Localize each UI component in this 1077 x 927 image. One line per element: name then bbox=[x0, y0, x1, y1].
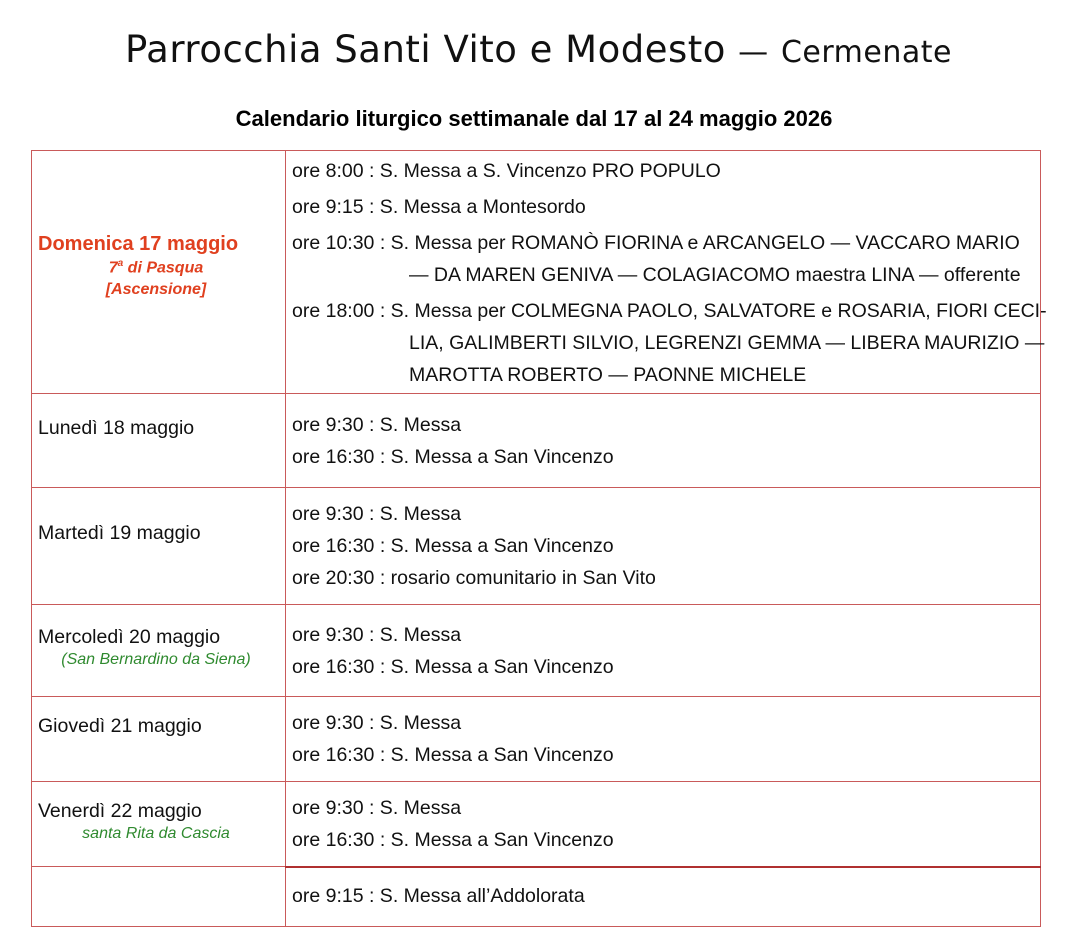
masses-cell bbox=[286, 394, 1041, 488]
day-cell bbox=[32, 782, 286, 867]
parish-title bbox=[0, 28, 1077, 71]
mass-line: MAROTTA ROBERTO — PAONNE MICHELE bbox=[409, 364, 807, 386]
mass-line: ore 9:30 : S. Messa bbox=[292, 503, 462, 525]
day-name: Domenica 17 maggio bbox=[38, 233, 239, 255]
parish-name: Parrocchia Santi Vito e Modesto bbox=[125, 28, 726, 71]
mass-line: ore 9:30 : S. Messa bbox=[292, 712, 462, 734]
table-row bbox=[32, 488, 1041, 605]
day-name: Martedì 19 maggio bbox=[38, 522, 201, 544]
masses-cell bbox=[286, 151, 1047, 394]
mass-line: — DA MAREN GENIVA — COLAGIACOMO maestra LINA — offerente bbox=[409, 264, 1021, 286]
calendar-subtitle: Calendario liturgico settimanale dal 17 al 24 maggio 2026 bbox=[235, 106, 833, 131]
masses-cell bbox=[286, 605, 1041, 697]
mass-line: ore 9:15 : S. Messa a Montesordo bbox=[292, 196, 586, 218]
masses-cell bbox=[286, 697, 1041, 782]
mass-line: LIA, GALIMBERTI SILVIO, LEGRENZI GEMMA — LIBERA MAURIZIO — bbox=[409, 332, 1045, 354]
mass-line: ore 16:30 : S. Messa a San Vincenzo bbox=[292, 656, 614, 678]
table-row bbox=[32, 394, 1041, 488]
liturgical-calendar-table bbox=[31, 150, 1047, 927]
mass-line: ore 9:30 : S. Messa bbox=[292, 624, 462, 646]
mass-line: ore 9:15 : S. Messa all’Addolorata bbox=[292, 884, 585, 907]
saint-label: (San Bernardino da Siena) bbox=[61, 651, 251, 668]
table-row bbox=[32, 867, 1041, 927]
day-cell bbox=[32, 394, 286, 488]
day-cell bbox=[32, 488, 286, 605]
mass-line: ore 9:30 : S. Messa bbox=[292, 797, 462, 819]
table-row bbox=[32, 782, 1041, 867]
mass-line: ore 8:00 : S. Messa a S. Vincenzo PRO POPULO bbox=[292, 160, 721, 182]
day-name: Giovedì 21 maggio bbox=[38, 715, 202, 737]
day-cell bbox=[32, 151, 286, 394]
day-name: Venerdì 22 maggio bbox=[38, 800, 202, 822]
mass-line: ore 20:30 : rosario comunitario in San Vito bbox=[292, 567, 656, 589]
saint-label: santa Rita da Cascia bbox=[82, 825, 230, 842]
day-cell bbox=[32, 605, 286, 697]
masses-cell bbox=[286, 867, 1041, 927]
masses-cell bbox=[286, 488, 1041, 605]
table-row bbox=[32, 151, 1041, 394]
feast-label: 7$^a$ di Pasqua bbox=[108, 258, 204, 277]
mass-line: ore 9:30 : S. Messa bbox=[292, 414, 462, 436]
day-cell bbox=[32, 697, 286, 782]
table-row bbox=[32, 605, 1041, 697]
mass-line: ore 16:30 : S. Messa a San Vincenzo bbox=[292, 446, 614, 468]
day-cell bbox=[32, 867, 286, 927]
mass-line: ore 18:00 : S. Messa per COLMEGNA PAOLO, SALVATORE e ROSARIA, FIORI CECI- bbox=[292, 300, 1047, 322]
title-dash: — bbox=[738, 35, 769, 70]
mass-line: ore 16:30 : S. Messa a San Vincenzo bbox=[292, 829, 614, 851]
mass-line: ore 16:30 : S. Messa a San Vincenzo bbox=[292, 744, 614, 766]
feast-label: [Ascensione] bbox=[105, 281, 207, 299]
town-name: Cermenate bbox=[780, 35, 952, 70]
mass-line: ore 16:30 : S. Messa a San Vincenzo bbox=[292, 535, 614, 557]
day-name: Lunedì 18 maggio bbox=[38, 417, 195, 439]
table-row bbox=[32, 697, 1041, 782]
day-name: Mercoledì 20 maggio bbox=[38, 626, 221, 648]
masses-cell bbox=[286, 782, 1041, 867]
mass-line: ore 10:30 : S. Messa per ROMANÒ FIORINA e ARCANGELO — VACCARO MARIO bbox=[292, 232, 1020, 254]
